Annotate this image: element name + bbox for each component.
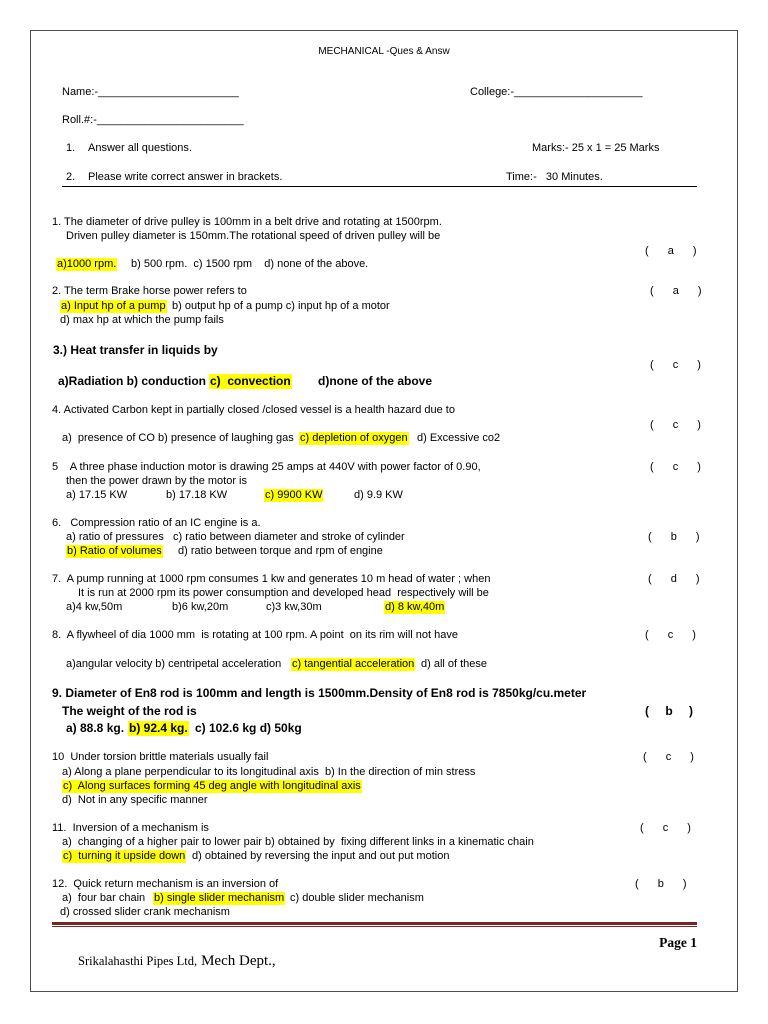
footer-credit: [62, 934, 276, 988]
instruction-number: 2.: [66, 171, 76, 183]
option-text: d) Excessive co2: [417, 432, 501, 444]
question-text: 8. A flywheel of dia 1000 mm is rotating at 100 rpm. A point on its rim will not have: [52, 629, 458, 641]
option-text: a) presence of CO b) presence of laughing gas: [62, 432, 294, 444]
highlighted-answer: c) turning it upside down: [63, 850, 186, 862]
question-text: 5 A three phase induction motor is drawing 25 amps at 440V with power factor of 0.90,: [52, 461, 481, 473]
option-text: a) four bar chain: [62, 892, 146, 904]
option-text: d)none of the above: [318, 374, 432, 388]
question-text: 6. Compression ratio of an IC engine is a.: [52, 517, 261, 529]
option-text: a) ratio of pressures c) ratio between diameter and stroke of cylinder: [66, 531, 405, 543]
answer-bracket: ( d ): [648, 573, 700, 585]
option-text: a)4 kw,50m: [66, 601, 123, 613]
question-text: 11. Inversion of a mechanism is: [52, 822, 209, 834]
option-text: b)6 kw,20m: [172, 601, 229, 613]
marks-info: Marks:- 25 x 1 = 25 Marks: [532, 142, 660, 154]
question-text: The weight of the rod is: [62, 704, 197, 718]
option-text: d) obtained by reversing the input and out put motion: [192, 850, 450, 862]
header-divider: [62, 186, 697, 187]
highlighted-answer: b) single slider mechanism: [154, 892, 285, 904]
option-text: b) output hp of a pump c) input hp of a motor: [172, 300, 390, 312]
question-text: then the power drawn by the motor is: [66, 475, 247, 487]
question-text: 3.) Heat transfer in liquids by: [53, 343, 218, 357]
question-text: 10 Under torsion brittle materials usually fail: [52, 751, 269, 763]
option-text: c) 102.6 kg d) 50kg: [195, 721, 302, 735]
answer-bracket: ( b ): [648, 531, 700, 543]
answer-bracket: ( a ): [645, 245, 697, 257]
question-text: 4. Activated Carbon kept in partially closed /closed vessel is a health hazard due to: [52, 404, 455, 416]
footer-department: Mech Dept.,: [201, 953, 276, 969]
instruction-number: 1.: [66, 142, 76, 154]
answer-bracket: ( c ): [650, 461, 701, 473]
option-text: a)Radiation b) conduction: [58, 374, 206, 388]
option-text: a) 17.15 KW: [66, 489, 128, 501]
option-text: c)3 kw,30m: [266, 601, 322, 613]
option-text: a) 88.8 kg.: [66, 721, 125, 735]
highlighted-answer: c) tangential acceleration: [292, 658, 415, 670]
highlighted-answer: c) Along surfaces forming 45 deg angle with longitudinal axis: [63, 780, 361, 792]
highlighted-answer: c) depletion of oxygen: [300, 432, 408, 444]
option-text: c) double slider mechanism: [290, 892, 424, 904]
document-title: MECHANICAL -Ques & Answ: [318, 46, 450, 57]
question-text: 2. The term Brake horse power refers to: [52, 285, 247, 297]
highlighted-answer: c) convection: [210, 374, 291, 388]
answer-bracket: ( c ): [650, 359, 701, 371]
option-text: d) 9.9 KW: [354, 489, 403, 501]
instruction-text: Answer all questions.: [88, 142, 192, 154]
highlighted-answer: b) 92.4 kg.: [129, 721, 188, 735]
question-text: 12. Quick return mechanism is an inversion of: [52, 878, 279, 890]
answer-bracket: ( c ): [643, 751, 694, 763]
highlighted-answer: b) Ratio of volumes: [67, 545, 162, 557]
answer-bracket: ( b ): [645, 704, 693, 718]
option-text: b) 500 rpm. c) 1500 rpm d) none of the above.: [131, 258, 369, 270]
option-text: d) crossed slider crank mechanism: [60, 906, 230, 918]
option-text: a) changing of a higher pair to lower pair b) obtained by fixing different links in a kinematic chain: [62, 836, 534, 848]
roll-number-field: Roll.#:-________________________: [62, 114, 244, 126]
question-text: 1. The diameter of drive pulley is 100mm in a belt drive and rotating at 1500rpm.: [52, 216, 442, 228]
option-text: d) all of these: [421, 658, 488, 670]
highlighted-answer: a) Input hp of a pump: [61, 300, 166, 312]
question-text: 9. Diameter of En8 rod is 100mm and length is 1500mm.Density of En8 rod is 7850kg/cu.meter: [52, 686, 587, 700]
option-text: a) Along a plane perpendicular to its longitudinal axis b) In the direction of min stress: [62, 766, 476, 778]
highlighted-answer: c) 9900 KW: [265, 489, 323, 501]
answer-bracket: ( c ): [640, 822, 691, 834]
instruction-text: Please write correct answer in brackets.: [88, 171, 283, 183]
highlighted-answer: d) 8 kw,40m: [385, 601, 445, 613]
answer-bracket: ( c ): [645, 629, 696, 641]
highlighted-answer: a)1000 rpm.: [57, 258, 117, 270]
option-text: d) max hp at which the pump fails: [60, 314, 224, 326]
question-text: It is run at 2000 rpm its power consumption and developed head respectively will be: [78, 587, 489, 599]
college-field: College:-_____________________: [470, 86, 643, 98]
time-info: Time:- 30 Minutes.: [506, 171, 603, 183]
footer-divider: [52, 922, 697, 927]
answer-bracket: ( a ): [650, 285, 702, 297]
question-text: 7. A pump running at 1000 rpm consumes 1 kw and generates 10 m head of water ; when: [52, 573, 491, 585]
option-text: d) Not in any specific manner: [62, 794, 208, 806]
option-text: a)angular velocity b) centripetal acceleration: [66, 658, 282, 670]
answer-bracket: ( b ): [635, 878, 687, 890]
option-text: b) 17.18 KW: [166, 489, 228, 501]
option-text: d) ratio between torque and rpm of engine: [178, 545, 383, 557]
question-text: Driven pulley diameter is 150mm.The rotational speed of driven pulley will be: [66, 230, 441, 242]
answer-bracket: ( c ): [650, 419, 701, 431]
page-number: Page 1: [659, 935, 697, 950]
footer-company: Srikalahasthi Pipes Ltd,: [78, 954, 198, 968]
name-field: Name:-_______________________: [62, 86, 239, 98]
